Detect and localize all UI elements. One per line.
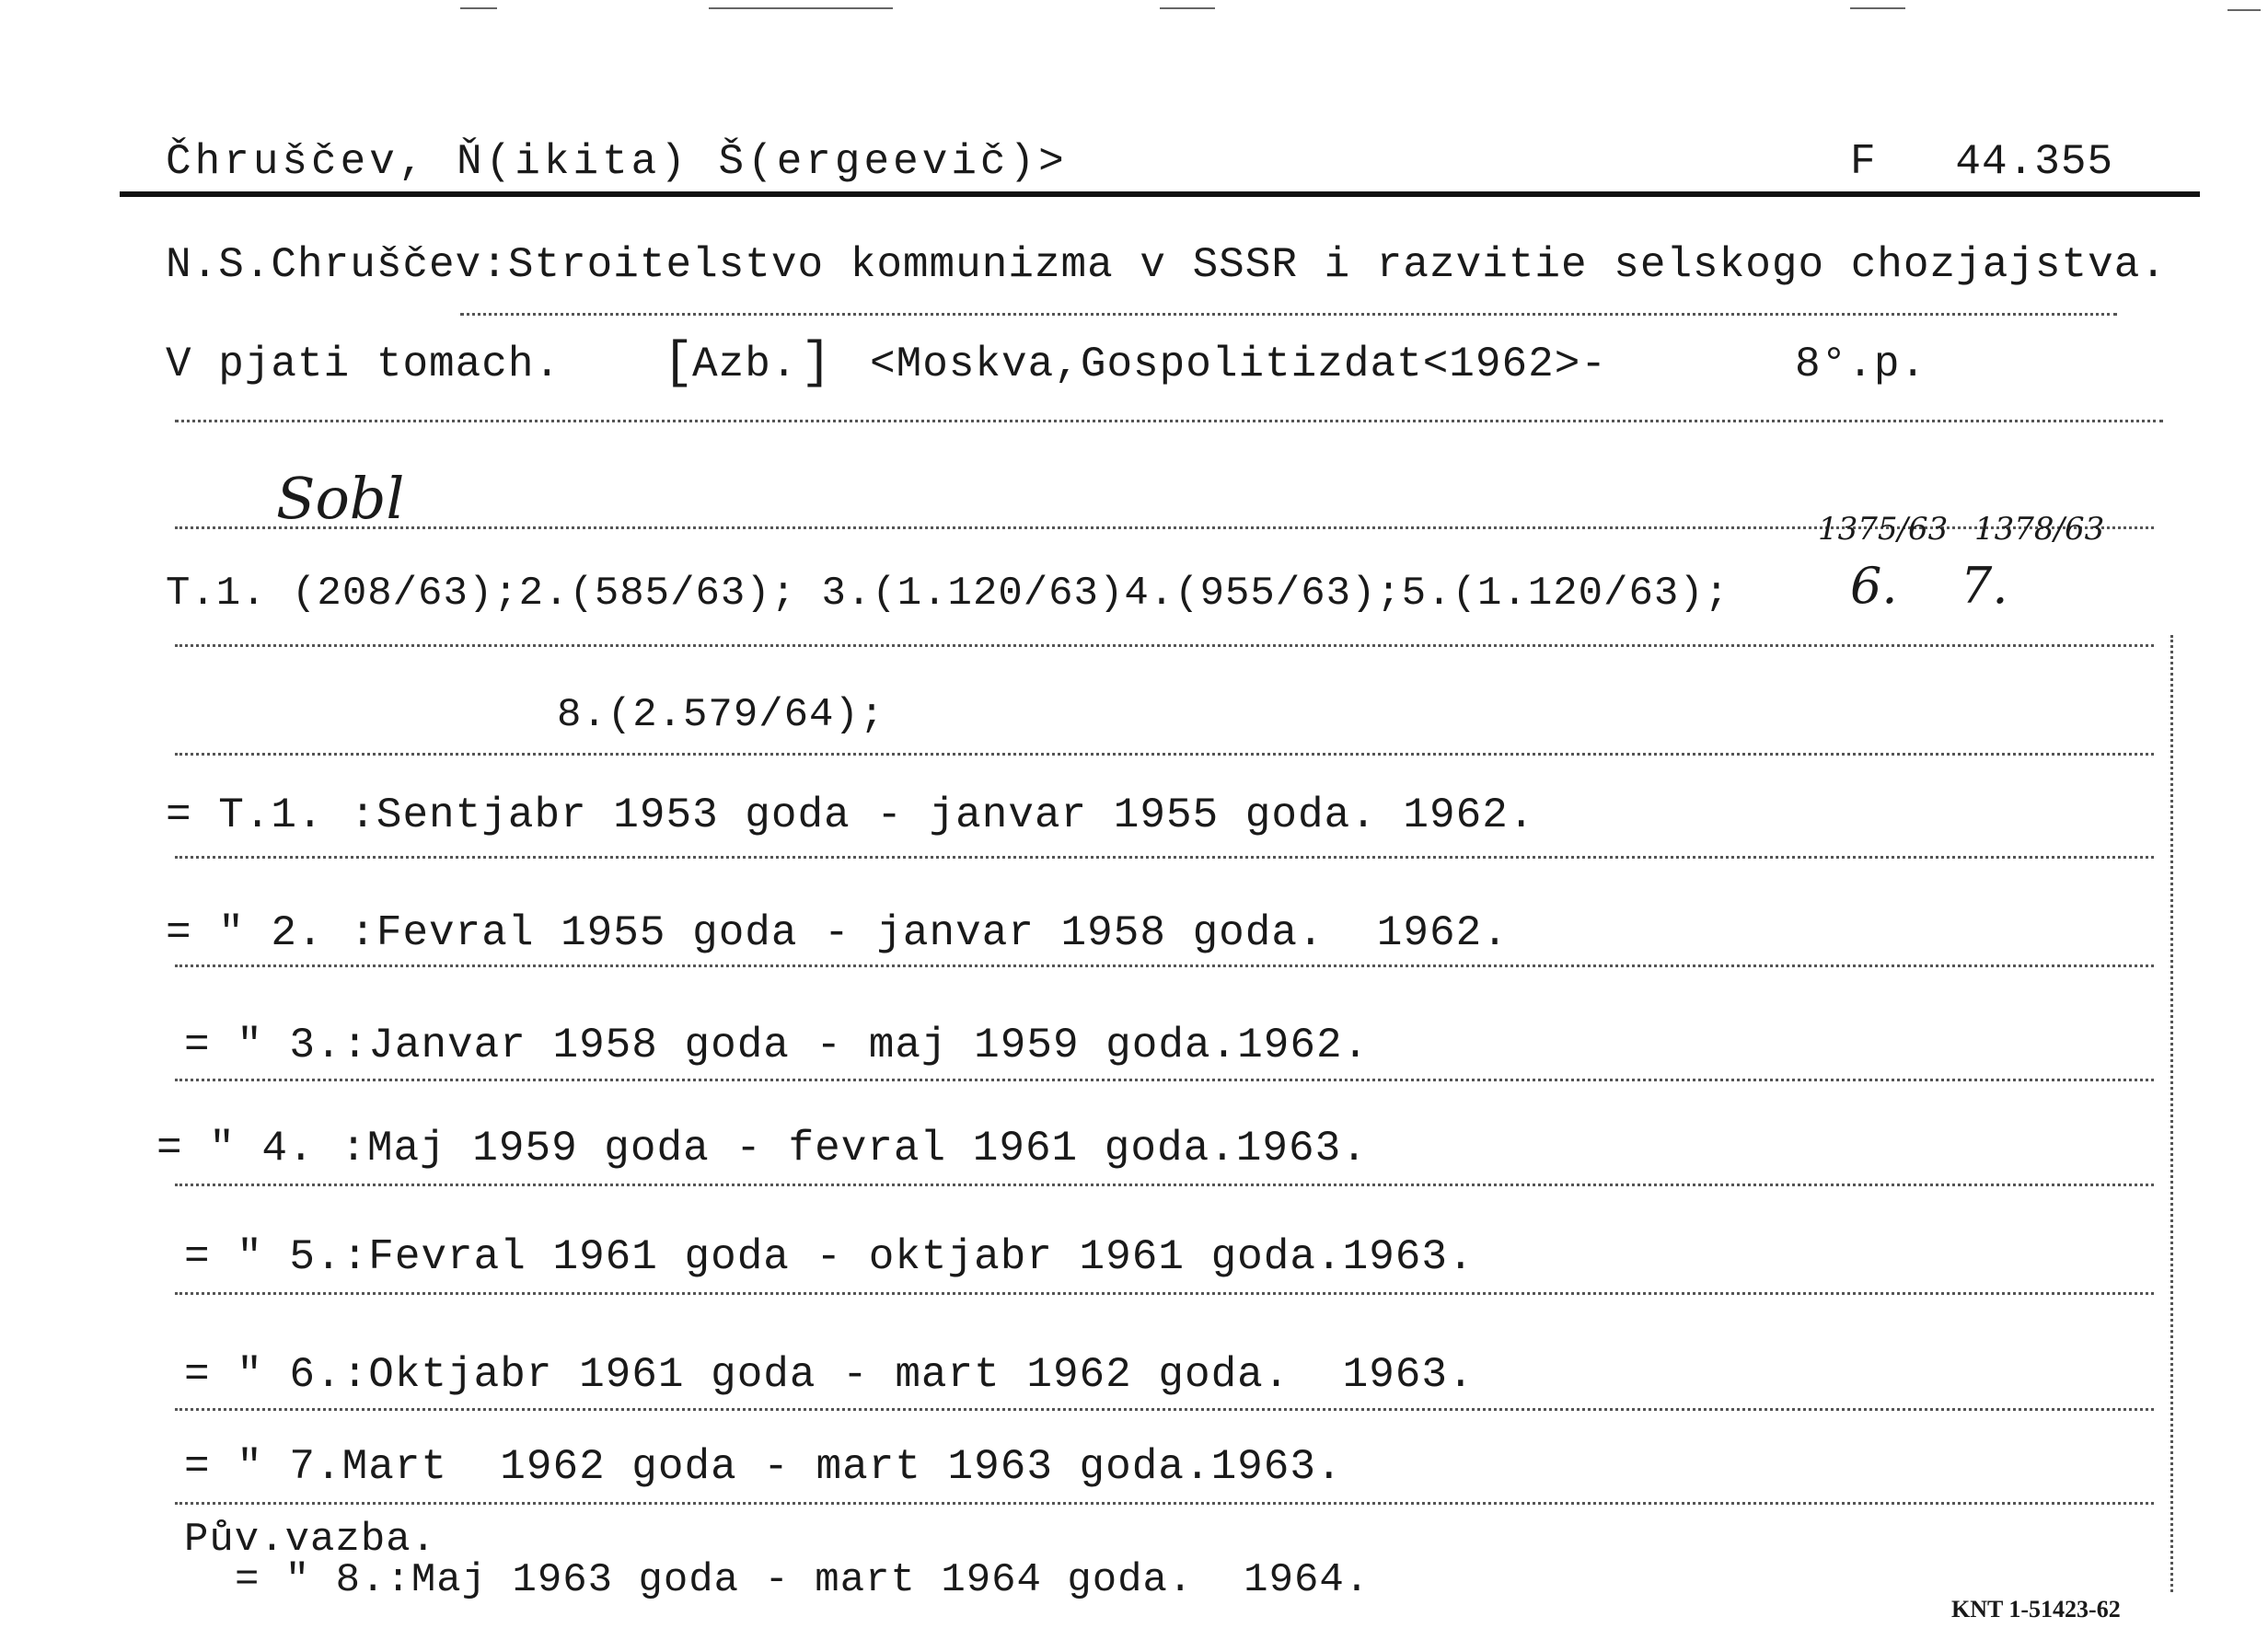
- dotted-rule: [175, 644, 2154, 647]
- imprint: <Moskva,Gospolitizdat<1962>-: [870, 341, 1607, 388]
- edge-mark: [1160, 7, 1215, 9]
- dotted-rule: [175, 753, 2154, 756]
- volume-entry-8: = " 8.:Maj 1963 goda - mart 1964 goda. 1964.: [235, 1557, 1371, 1603]
- printer-code: KNT 1-51423-62: [1951, 1596, 2121, 1623]
- dotted-rule: [175, 1184, 2154, 1186]
- dotted-rule: [175, 1408, 2154, 1411]
- volumes-count: V pjati tomach.: [166, 341, 561, 388]
- edge-mark: [460, 7, 497, 9]
- dotted-rule: [175, 1502, 2154, 1505]
- dotted-rule: [175, 964, 2154, 967]
- volume-entry-2: = " 2. :Fevral 1955 goda - janvar 1958 goda. 1962.: [166, 909, 1509, 957]
- dotted-rule: [175, 420, 2163, 422]
- handwritten-accession-2: 1378/63: [1974, 511, 2105, 548]
- author-heading: Čhruščev, Ň(ikita) Š(ergeevič)>: [166, 138, 1068, 186]
- edge-mark: [1850, 7, 1905, 9]
- volume-entry-3: = " 3.:Janvar 1958 goda - maj 1959 goda.1962.: [184, 1022, 1370, 1069]
- volume-entry-6: = " 6.:Oktjabr 1961 goda - mart 1962 goda. 1963.: [184, 1351, 1475, 1399]
- handwritten-signature: Sobl: [276, 465, 405, 532]
- handwritten-vol-6: 6.: [1850, 557, 1898, 615]
- shelfmark: F 44.355: [1850, 138, 2114, 186]
- binding-note: Pův.vazba.: [184, 1517, 437, 1563]
- dotted-rule: [460, 313, 2117, 316]
- holdings-line-2: 8.(2.579/64);: [557, 692, 885, 738]
- volume-entry-4: = " 4. :Maj 1959 goda - fevral 1961 goda.1963.: [156, 1125, 1368, 1172]
- dotted-rule: [175, 1079, 2154, 1081]
- volume-entry-1: = T.1. :Sentjabr 1953 goda - janvar 1955 goda. 1962.: [166, 791, 1535, 839]
- handwritten-accession-1: 1375/63: [1818, 511, 1949, 548]
- bracket-right: ]: [801, 333, 832, 392]
- script-note: Azb.: [692, 341, 798, 388]
- dotted-rule: [175, 1292, 2154, 1295]
- header-rule: [120, 191, 2200, 197]
- edge-mark: [2228, 9, 2261, 11]
- dotted-rule: [175, 856, 2154, 859]
- title-line-1: N.S.Chruščev:Stroitelstvo kommunizma v SSSR i razvitie selskogo chozjajstva.: [166, 241, 2167, 289]
- right-margin-dotted-rule: [2170, 635, 2173, 1592]
- format: 8°.p.: [1795, 341, 1927, 388]
- bracket-left: [: [663, 333, 694, 392]
- handwritten-vol-7: 7.: [1961, 557, 2008, 615]
- holdings-line-1: T.1. (208/63);2.(585/63); 3.(1.120/63)4.(955/63);5.(1.120/63);: [166, 571, 1730, 617]
- edge-mark: [709, 7, 893, 9]
- volume-entry-5: = " 5.:Fevral 1961 goda - oktjabr 1961 goda.1963.: [184, 1233, 1475, 1281]
- volume-entry-7: = " 7.Mart 1962 goda - mart 1963 goda.1963.: [184, 1443, 1343, 1491]
